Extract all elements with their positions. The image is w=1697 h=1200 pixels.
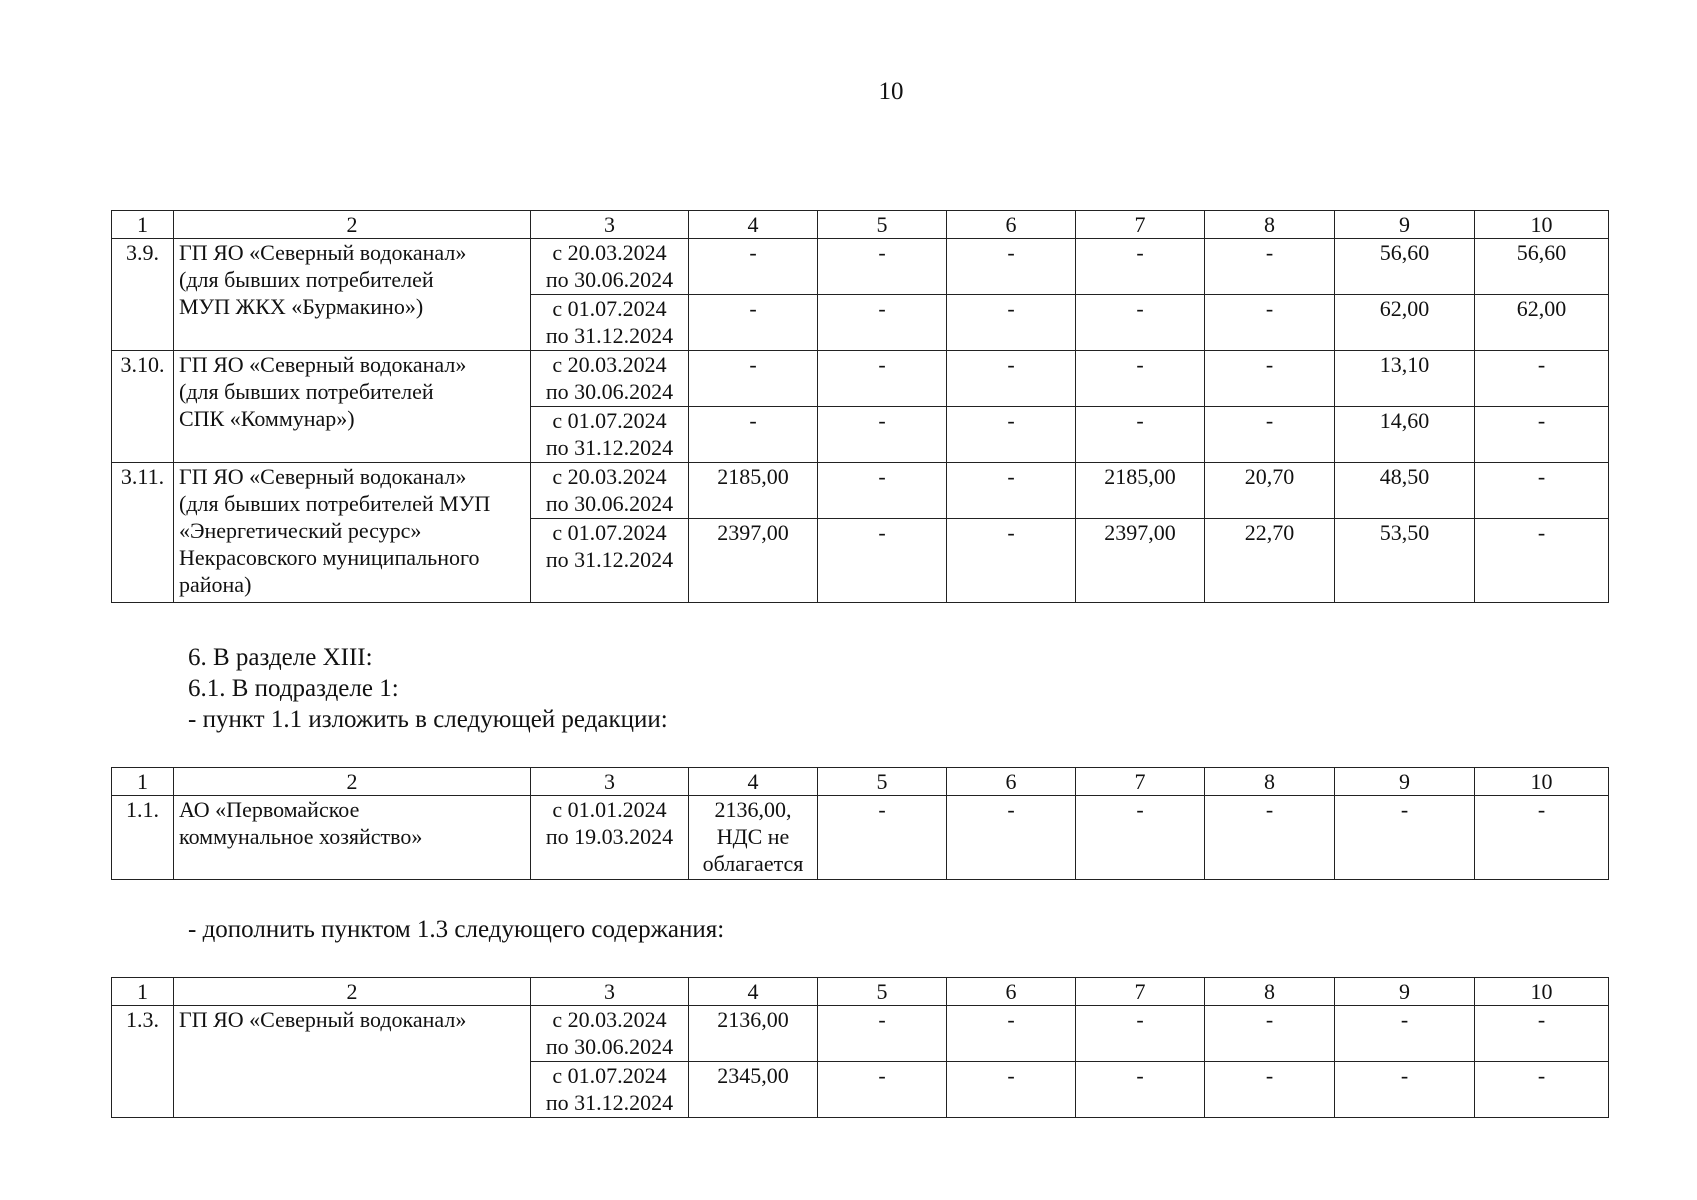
column-number-header: 2 bbox=[174, 211, 531, 239]
tariff-value: - bbox=[1076, 407, 1205, 463]
tariff-value: - bbox=[818, 796, 947, 880]
cell-line: 2136,00, bbox=[714, 797, 792, 822]
tariff-value: 2185,00 bbox=[689, 463, 818, 519]
tariff-value: 2136,00 bbox=[689, 1006, 818, 1062]
cell-line: с 20.03.2024 bbox=[552, 240, 667, 265]
tariff-value: - bbox=[818, 519, 947, 603]
amendment-instruction: - пункт 1.1 изложить в следующей редакции: bbox=[188, 706, 668, 733]
tariff-value: - bbox=[1475, 407, 1609, 463]
column-number-header: 5 bbox=[818, 211, 947, 239]
tariff-value: - bbox=[1475, 519, 1609, 603]
validity-period bbox=[531, 1062, 689, 1118]
tariff-value bbox=[689, 796, 818, 880]
column-number-header: 6 bbox=[947, 211, 1076, 239]
subsection-heading: 6.1. В подразделе 1: bbox=[188, 675, 399, 702]
column-number-header: 10 bbox=[1475, 768, 1609, 796]
tariff-value: 2397,00 bbox=[1076, 519, 1205, 603]
column-number-header: 3 bbox=[531, 211, 689, 239]
cell-line: по 31.12.2024 bbox=[545, 547, 674, 572]
tariff-value: 62,00 bbox=[1475, 295, 1609, 351]
tariff-value: - bbox=[689, 407, 818, 463]
table-row bbox=[112, 239, 1609, 295]
tariff-value: - bbox=[1475, 351, 1609, 407]
tariff-value: - bbox=[1205, 407, 1335, 463]
column-number-header: 2 bbox=[174, 978, 531, 1006]
tariff-value: - bbox=[1076, 295, 1205, 351]
validity-period bbox=[531, 351, 689, 407]
tariff-value: - bbox=[1475, 1006, 1609, 1062]
column-number-header: 7 bbox=[1076, 768, 1205, 796]
tariff-value: - bbox=[947, 519, 1076, 603]
column-number-header: 9 bbox=[1335, 768, 1475, 796]
page-number: 10 bbox=[878, 78, 904, 105]
tariff-value: - bbox=[947, 295, 1076, 351]
tariff-value: - bbox=[1335, 1062, 1475, 1118]
validity-period bbox=[531, 519, 689, 603]
column-number-header: 6 bbox=[947, 978, 1076, 1006]
column-number-header: 10 bbox=[1475, 211, 1609, 239]
column-number-header: 9 bbox=[1335, 211, 1475, 239]
column-number-header: 2 bbox=[174, 768, 531, 796]
tariff-value: - bbox=[947, 463, 1076, 519]
cell-line: с 20.03.2024 bbox=[552, 1007, 667, 1032]
tariff-value: - bbox=[947, 239, 1076, 295]
tariff-value: - bbox=[818, 1062, 947, 1118]
tariff-value: 62,00 bbox=[1335, 295, 1475, 351]
tariff-value: - bbox=[1076, 1006, 1205, 1062]
organization-name bbox=[174, 1006, 531, 1118]
cell-line: коммунальное хозяйство» bbox=[179, 824, 423, 849]
tariff-value: - bbox=[1076, 1062, 1205, 1118]
validity-period bbox=[531, 407, 689, 463]
tariff-value: - bbox=[947, 1062, 1076, 1118]
validity-period bbox=[531, 1006, 689, 1062]
tariff-value: - bbox=[818, 463, 947, 519]
tariff-value: - bbox=[1335, 1006, 1475, 1062]
cell-line: с 20.03.2024 bbox=[552, 352, 667, 377]
cell-line: с 01.07.2024 bbox=[552, 1063, 667, 1088]
cell-line: облагается bbox=[702, 851, 804, 876]
header-row bbox=[112, 768, 1609, 796]
column-number-header: 1 bbox=[112, 211, 174, 239]
cell-line: (для бывших потребителей МУП bbox=[179, 491, 491, 516]
header-row bbox=[112, 978, 1609, 1006]
cell-line: АО «Первомайское bbox=[179, 797, 360, 822]
tariff-value: - bbox=[1205, 1006, 1335, 1062]
column-number-header: 3 bbox=[531, 978, 689, 1006]
tariff-value: - bbox=[947, 796, 1076, 880]
tariff-value: - bbox=[1205, 796, 1335, 880]
tariff-value: - bbox=[1205, 351, 1335, 407]
column-number-header: 6 bbox=[947, 768, 1076, 796]
cell-line: (для бывших потребителей bbox=[179, 267, 434, 292]
column-number-header: 4 bbox=[689, 768, 818, 796]
tariff-value: 2345,00 bbox=[689, 1062, 818, 1118]
column-number-header: 10 bbox=[1475, 978, 1609, 1006]
cell-line: «Энергетический ресурс» bbox=[179, 518, 422, 543]
cell-line: ГП ЯО «Северный водоканал» bbox=[179, 464, 467, 489]
cell-line: с 01.07.2024 bbox=[552, 408, 667, 433]
tariff-value: 48,50 bbox=[1335, 463, 1475, 519]
tariff-value: - bbox=[947, 351, 1076, 407]
organization-name bbox=[174, 239, 531, 351]
tariff-value: - bbox=[689, 295, 818, 351]
row-number: 1.1. bbox=[112, 796, 174, 880]
row-number: 1.3. bbox=[112, 1006, 174, 1118]
tariff-value: - bbox=[1475, 1062, 1609, 1118]
tariff-value: - bbox=[1475, 796, 1609, 880]
tariff-value: - bbox=[1205, 295, 1335, 351]
section-heading: 6. В разделе XIII: bbox=[188, 644, 373, 671]
validity-period bbox=[531, 295, 689, 351]
tariff-value: 2397,00 bbox=[689, 519, 818, 603]
cell-line: с 20.03.2024 bbox=[552, 464, 667, 489]
tariff-table-item-1-3 bbox=[111, 977, 1609, 1118]
tariff-value: 13,10 bbox=[1335, 351, 1475, 407]
cell-line: с 01.07.2024 bbox=[552, 296, 667, 321]
table-row bbox=[112, 463, 1609, 519]
tariff-value: - bbox=[947, 407, 1076, 463]
cell-line: СПК «Коммунар») bbox=[179, 406, 355, 431]
column-number-header: 9 bbox=[1335, 978, 1475, 1006]
tariff-value: - bbox=[1076, 796, 1205, 880]
cell-line: по 30.06.2024 bbox=[545, 379, 674, 404]
tariff-value: - bbox=[689, 351, 818, 407]
tariff-value: - bbox=[1076, 351, 1205, 407]
column-number-header: 8 bbox=[1205, 768, 1335, 796]
cell-line: по 31.12.2024 bbox=[545, 1090, 674, 1115]
tariff-table-section-3 bbox=[111, 210, 1609, 603]
tariff-value: - bbox=[689, 239, 818, 295]
cell-line: ГП ЯО «Северный водоканал» bbox=[179, 1007, 467, 1032]
tariff-value: - bbox=[1205, 1062, 1335, 1118]
table-row bbox=[112, 1006, 1609, 1062]
cell-line: по 31.12.2024 bbox=[545, 323, 674, 348]
column-number-header: 4 bbox=[689, 211, 818, 239]
tariff-value: - bbox=[1475, 463, 1609, 519]
column-number-header: 7 bbox=[1076, 978, 1205, 1006]
cell-line: района) bbox=[179, 572, 252, 597]
tariff-value: 22,70 bbox=[1205, 519, 1335, 603]
tariff-value: 14,60 bbox=[1335, 407, 1475, 463]
tariff-value: 56,60 bbox=[1475, 239, 1609, 295]
tariff-table-item-1-1 bbox=[111, 767, 1609, 880]
header-row bbox=[112, 211, 1609, 239]
column-number-header: 3 bbox=[531, 768, 689, 796]
row-number: 3.10. bbox=[112, 351, 174, 463]
column-number-header: 5 bbox=[818, 768, 947, 796]
tariff-value: - bbox=[1205, 239, 1335, 295]
validity-period bbox=[531, 463, 689, 519]
column-number-header: 1 bbox=[112, 768, 174, 796]
validity-period bbox=[531, 796, 689, 880]
organization-name bbox=[174, 351, 531, 463]
column-number-header: 8 bbox=[1205, 211, 1335, 239]
cell-line: МУП ЖКХ «Бурмакино») bbox=[179, 294, 424, 319]
tariff-value: - bbox=[818, 295, 947, 351]
column-number-header: 4 bbox=[689, 978, 818, 1006]
tariff-value: 2185,00 bbox=[1076, 463, 1205, 519]
column-number-header: 5 bbox=[818, 978, 947, 1006]
cell-line: по 30.06.2024 bbox=[545, 491, 674, 516]
amendment-instruction-add: - дополнить пунктом 1.3 следующего содержания: bbox=[188, 916, 725, 943]
tariff-value: - bbox=[1335, 796, 1475, 880]
cell-line: с 01.07.2024 bbox=[552, 520, 667, 545]
validity-period bbox=[531, 239, 689, 295]
organization-name bbox=[174, 796, 531, 880]
tariff-value: - bbox=[818, 1006, 947, 1062]
tariff-value: - bbox=[818, 351, 947, 407]
cell-line: НДС не bbox=[716, 824, 790, 849]
column-number-header: 8 bbox=[1205, 978, 1335, 1006]
cell-line: (для бывших потребителей bbox=[179, 379, 434, 404]
tariff-value: - bbox=[818, 239, 947, 295]
cell-line: по 30.06.2024 bbox=[545, 1034, 674, 1059]
column-number-header: 1 bbox=[112, 978, 174, 1006]
cell-line: Некрасовского муниципального bbox=[179, 545, 480, 570]
column-number-header: 7 bbox=[1076, 211, 1205, 239]
tariff-value: 20,70 bbox=[1205, 463, 1335, 519]
tariff-value: - bbox=[1076, 239, 1205, 295]
cell-line: ГП ЯО «Северный водоканал» bbox=[179, 352, 467, 377]
table-row bbox=[112, 796, 1609, 880]
row-number: 3.11. bbox=[112, 463, 174, 603]
tariff-value: 53,50 bbox=[1335, 519, 1475, 603]
table-row bbox=[112, 351, 1609, 407]
tariff-value: 56,60 bbox=[1335, 239, 1475, 295]
tariff-value: - bbox=[947, 1006, 1076, 1062]
organization-name bbox=[174, 463, 531, 603]
cell-line: ГП ЯО «Северный водоканал» bbox=[179, 240, 467, 265]
cell-line: по 31.12.2024 bbox=[545, 435, 674, 460]
cell-line: по 30.06.2024 bbox=[545, 267, 674, 292]
row-number: 3.9. bbox=[112, 239, 174, 351]
tariff-value: - bbox=[818, 407, 947, 463]
cell-line: с 01.01.2024 bbox=[552, 797, 667, 822]
cell-line: по 19.03.2024 bbox=[545, 824, 674, 849]
